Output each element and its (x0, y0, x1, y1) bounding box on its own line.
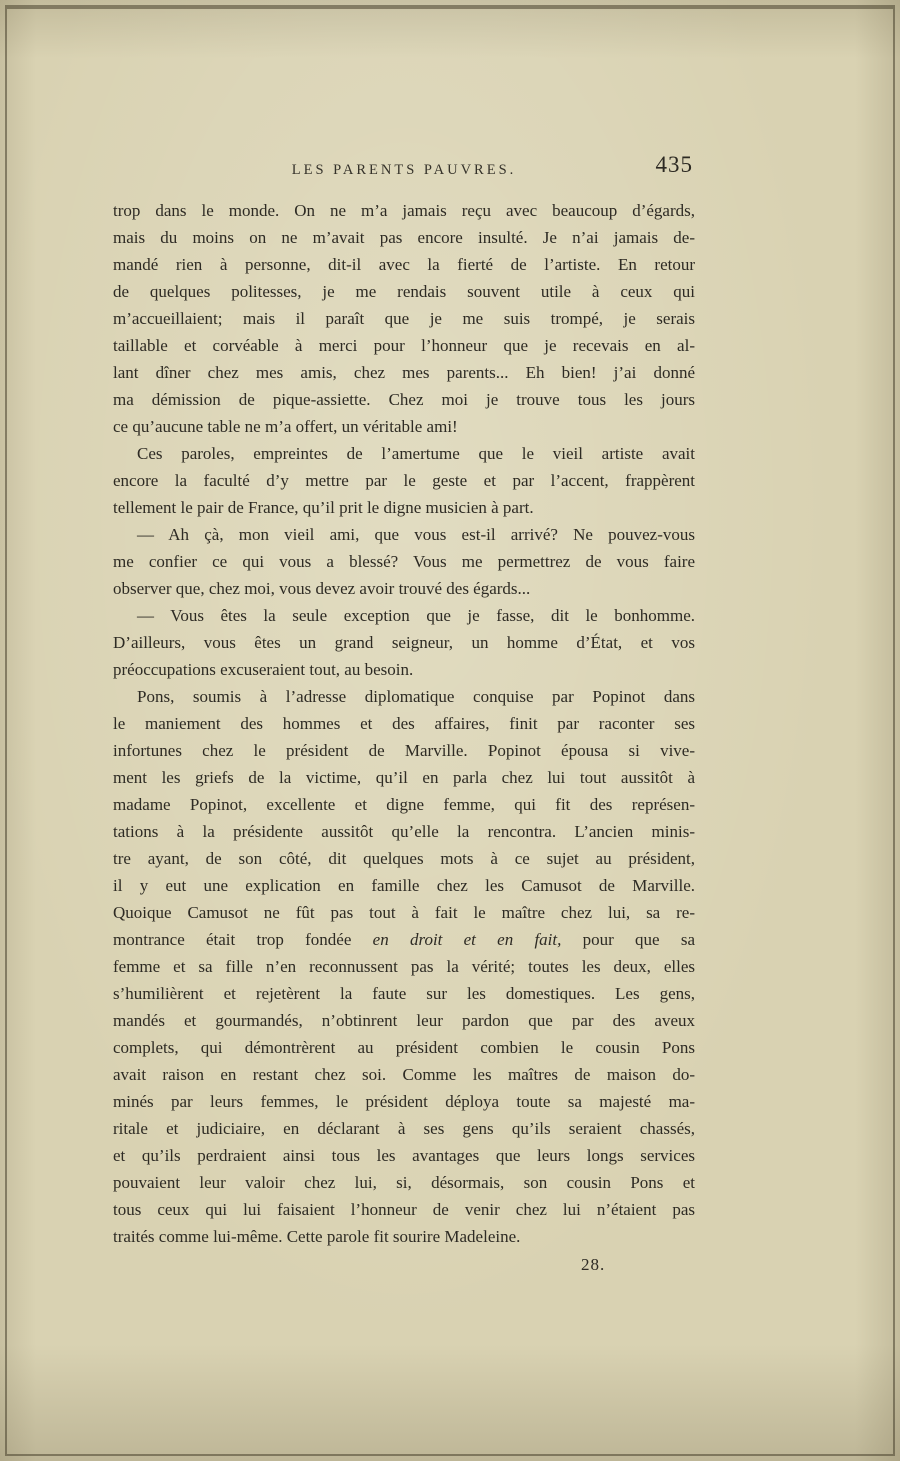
paragraph (113, 602, 695, 683)
text-line: ma démission de pique-assiette. Chez moi je trouve tous les jours (113, 390, 695, 409)
text-line: traités comme lui-même. Cette parole fit sourire Madeleine. (113, 1227, 521, 1246)
page-text (113, 197, 695, 1250)
text-line: il y eut une explication en famille chez les Camusot de Marville. (113, 876, 695, 895)
text-line: lant dîner chez mes amis, chez mes parents... Eh bien! j’ai donné (113, 363, 695, 382)
text-line: s’humilièrent et rejetèrent la faute sur les domestiques. Les gens, (113, 984, 695, 1003)
text-line: m’accueillaient; mais il paraît que je me suis trompé, je serais (113, 309, 695, 328)
text-line: Pons, soumis à l’adresse diplomatique conquise par Popinot dans (137, 687, 695, 706)
text-line: préoccupations excuseraient tout, au besoin. (113, 660, 414, 679)
paragraph (113, 440, 695, 521)
text-line: D’ailleurs, vous êtes un grand seigneur, un homme d’État, et vos (113, 633, 695, 652)
text-line: tous ceux qui lui faisaient l’honneur de venir chez lui n’étaient pas (113, 1200, 695, 1219)
text-line: — Vous êtes la seule exception que je fasse, dit le bonhomme. (137, 606, 695, 625)
page-number: 435 (655, 152, 693, 177)
running-head (113, 152, 695, 188)
text-line: avait raison en restant chez soi. Comme les maîtres de maison do- (113, 1065, 695, 1084)
text-line: femme et sa fille n’en reconnussent pas la vérité; toutes les deux, elles (113, 957, 695, 976)
text-line: mandés et gourmandés, n’obtinrent leur pardon que par des aveux (113, 1011, 695, 1030)
text-line: Quoique Camusot ne fût pas tout à fait le maître chez lui, sa re- (113, 903, 695, 922)
text-line: — Ah çà, mon vieil ami, que vous est-il arrivé? Ne pouvez-vous (137, 525, 695, 544)
text-line: ritale et judiciaire, en déclarant à ses gens qu’ils seraient chassés, (113, 1119, 695, 1138)
text-line: ce qu’aucune table ne m’a offert, un véritable ami! (113, 417, 458, 436)
text-line: tre ayant, de son côté, dit quelques mots à ce sujet au président, (113, 849, 695, 868)
text-line: Ces paroles, empreintes de l’amertume que le vieil artiste avait (137, 444, 695, 463)
text-line: tellement le pair de France, qu’il prit le digne musicien à part. (113, 498, 534, 517)
text-segment: pour que sa (561, 930, 695, 949)
text-line: complets, qui démontrèrent au président combien le cousin Pons (113, 1038, 695, 1057)
text-line: pouvaient leur valoir chez lui, si, désormais, son cousin Pons et (113, 1173, 695, 1192)
text-line: tations à la présidente aussitôt qu’elle la rencontra. L’ancien minis- (113, 822, 695, 841)
signature-mark: 28. (581, 1255, 606, 1274)
paragraph (113, 521, 695, 602)
text-line: encore la faculté d’y mettre par le geste et par l’accent, frappèrent (113, 471, 695, 490)
text-line: madame Popinot, excellente et digne femme, qui fit des représen- (113, 795, 695, 814)
italic-phrase: en droit et en fait, (372, 930, 562, 949)
text-line: infortunes chez le président de Marville. Popinot épousa si vive- (113, 741, 695, 760)
text-line: me confier ce qui vous a blessé? Vous me permettrez de vous faire (113, 552, 695, 571)
text-segment: montrance était trop fondée (113, 930, 373, 949)
paragraph (113, 197, 695, 440)
page-body (113, 152, 695, 1278)
text-line: observer que, chez moi, vous devez avoir trouvé des égards... (113, 579, 531, 598)
text-line: de quelques politesses, je me rendais souvent utile à ceux qui (113, 282, 695, 301)
paragraph (113, 683, 695, 1250)
text-line: minés par leurs femmes, le président déploya toute sa majesté ma- (113, 1092, 695, 1111)
text-line (113, 926, 695, 953)
text-line: et qu’ils perdraient ainsi tous les avantages que leurs longs services (113, 1146, 695, 1165)
running-header-title: LES PARENTS PAUVRES. (291, 162, 517, 178)
text-line: taillable et corvéable à merci pour l’honneur que je recevais en al- (113, 336, 695, 355)
text-line: le maniement des hommes et des affaires, finit par raconter ses (113, 714, 695, 733)
text-line: mais du moins on ne m’avait pas encore insulté. Je n’ai jamais de- (113, 228, 695, 247)
text-line: mandé rien à personne, dit-il avec la fierté de l’artiste. En retour (113, 255, 695, 274)
text-line: trop dans le monde. On ne m’a jamais reçu avec beaucoup d’égards, (113, 201, 695, 220)
text-line: ment les griefs de la victime, qu’il en parla chez lui tout aussitôt à (113, 768, 695, 787)
